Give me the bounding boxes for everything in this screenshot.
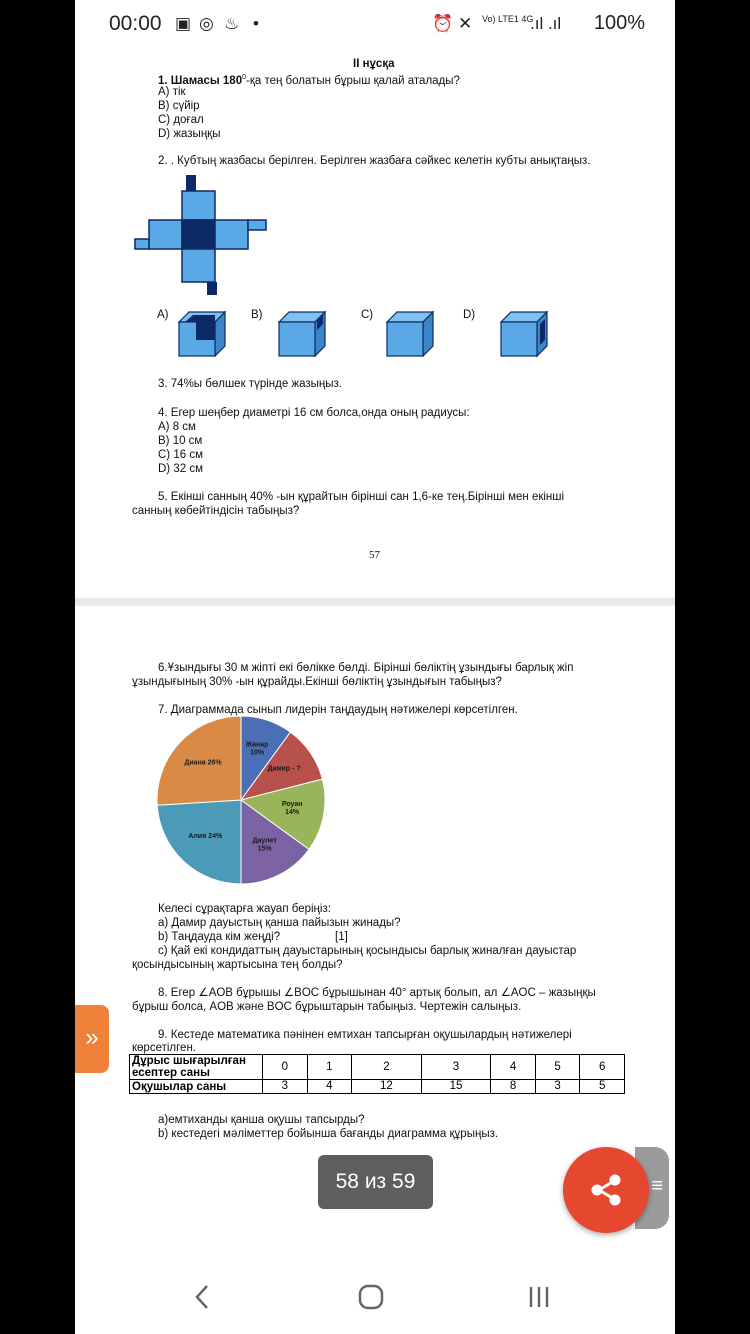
question-7: 7. Диаграммада сынып лидерін таңдаудың нәтижелері көрсетілген. (158, 704, 518, 716)
back-icon[interactable] (193, 1284, 213, 1310)
pie-slice-label: Дамир - ? (267, 765, 301, 773)
table-cell: 0 (263, 1055, 308, 1080)
question-2: 2. . Кубтың жазбасы берілген. Берілген жазбаға сәйкес келетін кубты анықтаңыз. (158, 155, 591, 167)
q1-option-c: C) доғал (158, 114, 204, 126)
question-3: 3. 74%ы бөлшек түрінде жазыңыз. (158, 378, 343, 390)
q9-sub-b: b) кестедегі мәліметтер бойынша бағанды диаграмма құрыңыз. (158, 1128, 499, 1140)
question-5-line1: 5. Екінші санның 40% -ын құрайтын бірінші сан 1,6-ке тең.Бірінші мен екінші (158, 491, 565, 503)
pie-slice-label: Диана 26% (184, 759, 222, 767)
pie-slice-label: Роуан 14% (281, 800, 303, 816)
pie-chart (155, 714, 327, 886)
q2-label-a: A) (157, 309, 169, 321)
question-9-line2: көрсетілген. (132, 1042, 197, 1054)
cube-net-figure (133, 172, 269, 298)
dot-icon: • (253, 14, 259, 33)
question-6-line1: 6.Ұзындығы 30 м жіпті екі бөлікке бөлді. Бірінші бөліктің ұзындығы барлық жіп (158, 662, 574, 674)
question-9-line1: 9. Кестеде математика пәнінен емтихан тапсырған оқушылардың нәтижелері (158, 1029, 572, 1041)
table-cell: 5 (535, 1055, 580, 1080)
status-time: 00:00 (109, 12, 162, 35)
table-row (130, 1055, 625, 1080)
cube-option-b (277, 310, 329, 358)
q7-sub-b-mark: [1] (335, 931, 348, 943)
net-tab-top (186, 175, 196, 191)
question-1-text-post: -қа тең болатын бұрыш қалай аталады? (246, 74, 460, 87)
document-page-58 (75, 606, 675, 1186)
net-face-bottom (182, 249, 215, 282)
q1-option-a: A) тік (158, 86, 186, 98)
table-row (130, 1080, 625, 1094)
navigation-bar (75, 1250, 675, 1334)
page-indicator: 58 из 59 (318, 1155, 433, 1209)
table-cell: 6 (580, 1055, 625, 1080)
net-face-center (182, 220, 215, 249)
table-cell: 4 (491, 1055, 536, 1080)
share-icon (563, 1147, 649, 1233)
instagram-icon: ◎ (199, 14, 214, 33)
q1-option-d: D) жазыңқы (158, 128, 221, 140)
table-cell: 3 (535, 1080, 580, 1094)
page-number: 57 (369, 549, 380, 561)
table-row2-header: Оқушылар саны (130, 1080, 263, 1094)
q1-option-b: B) сүйір (158, 100, 200, 112)
net-tab-right (248, 220, 266, 230)
q7-intro: Келесі сұрақтарға жауап беріңіз: (158, 903, 331, 915)
question-6-line2: ұзындығының 30% -ын құрайды.Екінші бөліктің ұзындығын табыңыз? (132, 676, 502, 688)
phone-screen (75, 0, 675, 1334)
page-separator (75, 598, 675, 606)
table-cell: 2 (352, 1055, 422, 1080)
table-cell: 3 (263, 1080, 308, 1094)
menu-lines-icon: ≡ (651, 1175, 663, 1197)
q7-sub-a: a) Дамир дауыстың қанша пайызын жинады? (158, 917, 401, 929)
signal-icon: .ıl .ıl (530, 14, 562, 33)
home-icon[interactable] (358, 1284, 386, 1310)
cube-option-d (499, 310, 551, 358)
share-button[interactable] (563, 1147, 649, 1233)
q7-sub-b: b) Таңдауда кім жеңді? (158, 931, 281, 943)
question-5-line2: санның көбейтіндісін табыңыз? (132, 505, 300, 517)
net-face-top (182, 191, 215, 220)
table-cell: 12 (352, 1080, 422, 1094)
pie-slice (157, 800, 241, 884)
status-bar (75, 0, 675, 50)
results-table (129, 1054, 625, 1094)
q7-sub-c-line1: c) Қай екі кондидаттың дауыстарының қосындысы барлық жиналған дауыстар (158, 945, 577, 957)
net-face-left (149, 220, 182, 249)
table-cell: 8 (491, 1080, 536, 1094)
gallery-icon: ▣ (175, 14, 192, 33)
q4-option-b: B) 10 см (158, 435, 203, 447)
q4-option-c: C) 16 см (158, 449, 203, 461)
net-face-right (215, 220, 248, 249)
q4-option-d: D) 32 см (158, 463, 203, 475)
pie-slice-label: Жанар 10% (245, 741, 269, 757)
q7-sub-c-line2: қосындысының жартысына тең болды? (132, 959, 343, 971)
q2-label-c: C) (361, 309, 374, 321)
document-page-57 (75, 50, 675, 598)
net-tab-bottom (207, 282, 217, 295)
cube-option-c (385, 310, 437, 358)
question-1-text-pre: 1. Шамасы 180 (158, 74, 243, 87)
mute-icon: ✕ (458, 14, 473, 33)
table-cell: 1 (307, 1055, 352, 1080)
battery-level: 100% (593, 12, 645, 34)
table-cell: 4 (307, 1080, 352, 1094)
side-panel-button[interactable]: » (75, 1005, 109, 1073)
q2-label-d: D) (463, 309, 476, 321)
question-8-line2: бұрыш болса, AOB және BOC бұрыштарын табыңыз. Чертежін салыңыз. (132, 1001, 522, 1013)
table-cell: 15 (421, 1080, 491, 1094)
pie-slice-label: Даулет 15% (252, 837, 277, 853)
network-indicators: Vo) LTE1 4G (482, 14, 534, 24)
q9-sub-a: a)емтиханды қанша оқушы тапсырды? (158, 1114, 365, 1126)
table-cell: 5 (580, 1080, 625, 1094)
table-row1-header: Дұрыс шығарылған есептер саны (130, 1055, 263, 1080)
degree-sup: 0 (242, 74, 246, 81)
recent-apps-icon[interactable] (527, 1284, 553, 1310)
net-tab-left (135, 239, 149, 249)
variant-title: II нұсқа (353, 58, 395, 70)
q4-option-a: A) 8 см (158, 421, 196, 433)
table-cell: 3 (421, 1055, 491, 1080)
alarm-icon: ⏰ (432, 14, 454, 33)
flame-icon: ♨ (224, 14, 240, 33)
cube-option-a (177, 310, 229, 358)
question-1 (158, 71, 460, 88)
question-4: 4. Егер шеңбер диаметрі 16 см болса,онда оның радиусы: (158, 407, 470, 419)
question-8-line1: 8. Егер ∠AOB бұрышы ∠BOC бұрышынан 40° артық болып, ал ∠AOC – жазыңқы (158, 987, 596, 999)
q2-label-b: B) (251, 309, 263, 321)
pie-slice-label: Алия 24% (188, 832, 223, 840)
